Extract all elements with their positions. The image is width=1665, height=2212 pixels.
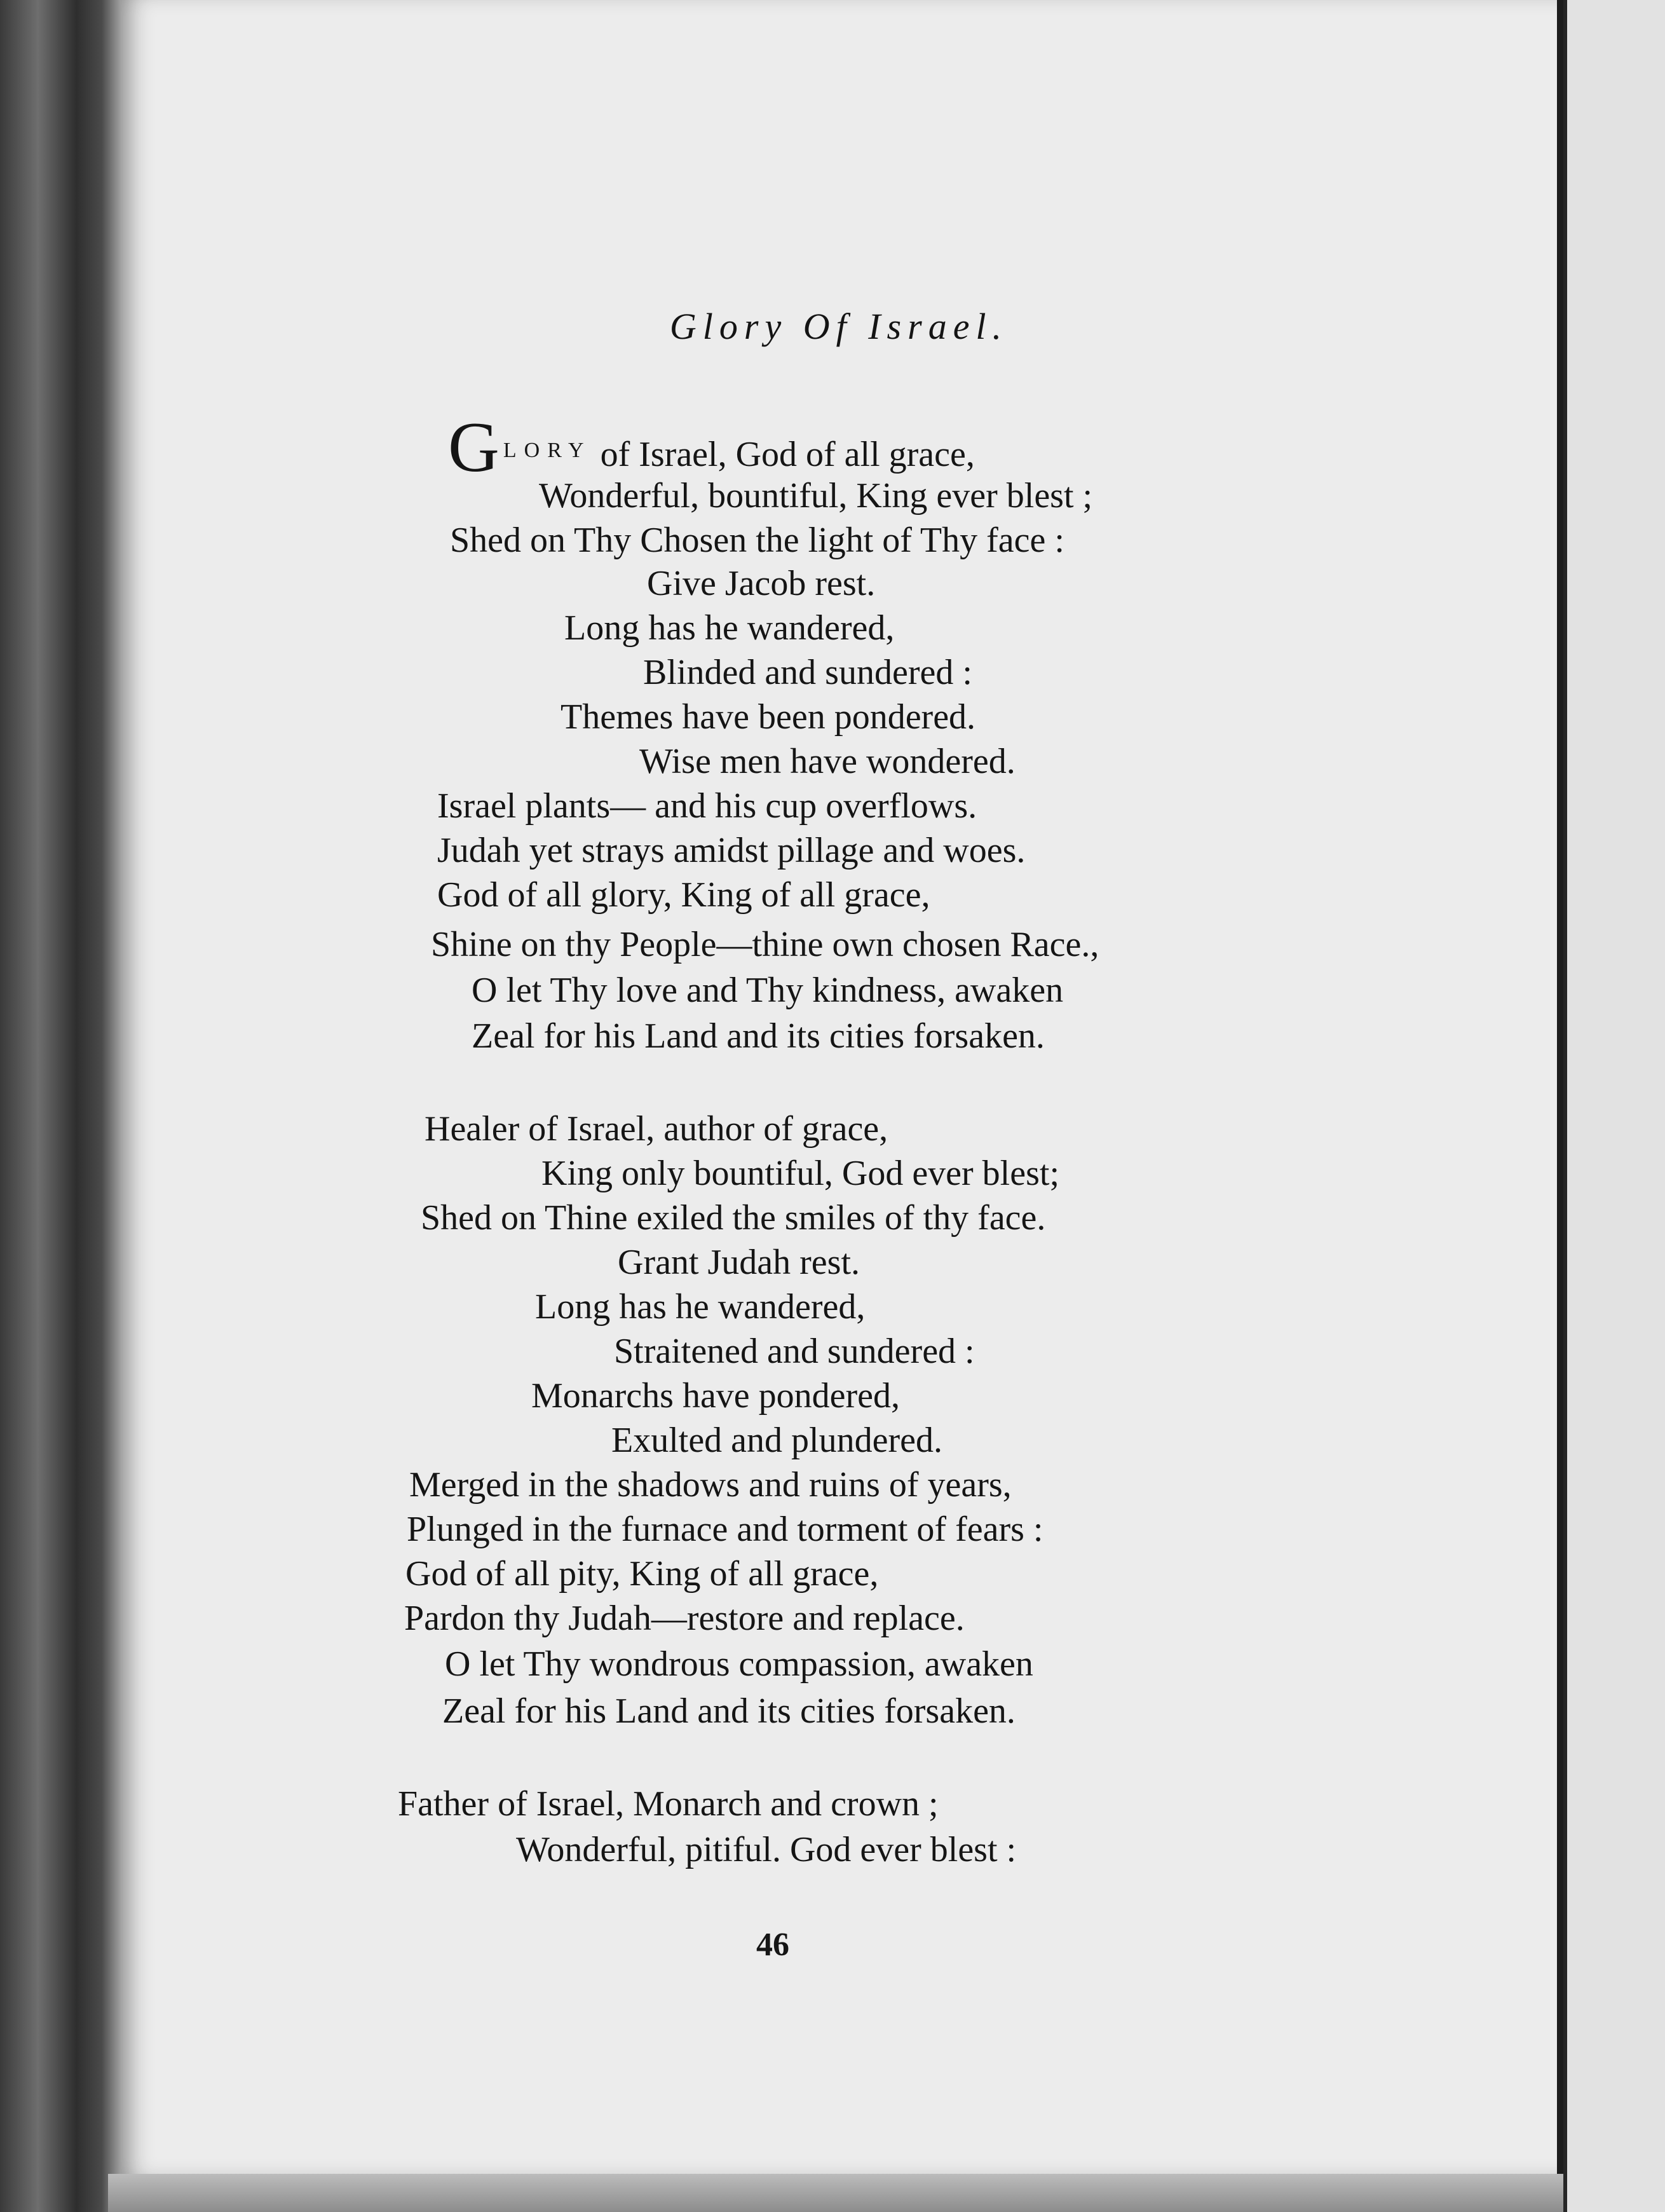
small-caps: LORY — [503, 439, 592, 462]
poem-line: Straitened and sundered : — [614, 1332, 975, 1371]
poem-line: O let Thy love and Thy kindness, awaken — [472, 971, 1064, 1010]
poem-line: Exulted and plundered. — [611, 1421, 942, 1460]
poem-line: Wonderful, pitiful. God ever blest : — [516, 1830, 1017, 1869]
poem-line: Plunged in the furnace and torment of fears : — [407, 1510, 1043, 1549]
poem-line — [448, 408, 975, 487]
poem-line: Blinded and sundered : — [643, 653, 972, 692]
poem-line: King only bountiful, God ever blest; — [541, 1154, 1060, 1193]
poem-line: Long has he wandered, — [564, 608, 895, 648]
poem-line: Pardon thy Judah—restore and replace. — [404, 1599, 965, 1638]
poem-line: Themes have been pondered. — [561, 697, 976, 737]
page-number: 46 — [756, 1927, 789, 1963]
poem-line: Wise men have wondered. — [639, 742, 1016, 781]
poem-line: O let Thy wondrous compassion, awaken — [445, 1644, 1033, 1684]
poem-line: God of all pity, King of all grace, — [405, 1554, 879, 1594]
poem-line: Long has he wandered, — [535, 1287, 866, 1327]
poem-line: Shed on Thy Chosen the light of Thy face : — [450, 521, 1064, 560]
poem-line: Merged in the shadows and ruins of years, — [409, 1465, 1012, 1505]
poem-line: Zeal for his Land and its cities forsaken. — [442, 1691, 1016, 1731]
poem-line: Shine on thy People—thine own chosen Race., — [431, 925, 1099, 964]
poem-line: Wonderful, bountiful, King ever blest ; — [539, 476, 1093, 515]
poem-line: Monarchs have pondered, — [531, 1376, 900, 1416]
page-title: Glory Of Israel. — [669, 306, 1009, 347]
poem-line: Father of Israel, Monarch and crown ; — [398, 1784, 939, 1824]
poem-line: Grant Judah rest. — [618, 1243, 860, 1282]
poem-line: Give Jacob rest. — [647, 564, 876, 603]
poem-line: Healer of Israel, author of grace, — [425, 1109, 888, 1149]
poem-line: Israel plants— and his cup overflows. — [437, 786, 977, 826]
poem-line: Judah yet strays amidst pillage and woes. — [437, 831, 1026, 870]
poem-line: Zeal for his Land and its cities forsaken. — [472, 1016, 1045, 1056]
poem-line-text: of Israel, God of all grace, — [591, 435, 975, 474]
poem-line: Shed on Thine exiled the smiles of thy face. — [421, 1198, 1046, 1238]
poem-line: God of all glory, King of all grace, — [437, 875, 930, 915]
drop-cap: G — [448, 408, 500, 487]
